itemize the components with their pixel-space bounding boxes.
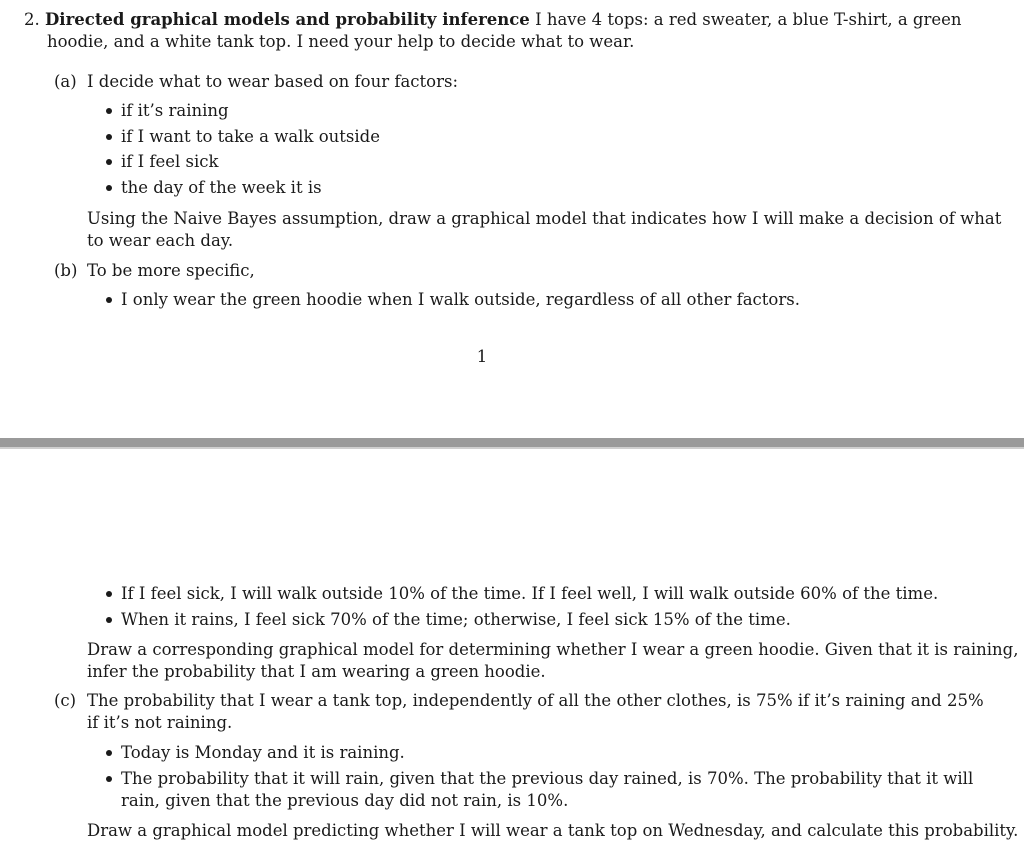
bullet-dot — [106, 750, 112, 756]
part-b-text-line2: infer the probability that I am wearing a green hoodie. — [87, 662, 546, 681]
page-break-divider-shadow — [0, 447, 1024, 449]
part-c-bullet-2-line1: The probability that it will rain, given that the previous day rained, is 70%. The probability that it will — [121, 769, 974, 788]
bullet-dot — [106, 617, 112, 623]
bullet-dot — [106, 776, 112, 782]
part-b-text-line1: Draw a corresponding graphical model for determining whether I wear a green hoodie. Given that it is raining, — [87, 640, 1019, 659]
problem-intro-line2: hoodie, and a white tank top. I need your help to decide what to wear. — [47, 32, 635, 51]
bullet-dot — [106, 591, 112, 597]
part-a-label: (a) — [54, 72, 77, 91]
bullet-dot — [106, 297, 112, 303]
part-b-lead: To be more specific, — [87, 261, 255, 280]
problem-heading — [24, 9, 962, 31]
page-number: 1 — [476, 347, 488, 366]
bullet-dot — [106, 134, 112, 140]
part-b-label: (b) — [54, 261, 78, 280]
part-b-bullet-3: When it rains, I feel sick 70% of the time; otherwise, I feel sick 15% of the time. — [121, 610, 791, 629]
part-c-bullet-2-line2: rain, given that the previous day did not rain, is 10%. — [121, 791, 569, 810]
part-a-text-line1: Using the Naive Bayes assumption, draw a graphical model that indicates how I will make a decision of what — [87, 209, 1002, 228]
problem-title: Directed graphical models and probability inference — [45, 10, 530, 29]
part-a-bullet-4: the day of the week it is — [121, 178, 322, 197]
problem-intro-line1: I have 4 tops: a red sweater, a blue T-shirt, a green — [535, 10, 962, 29]
part-b-bullet-2: If I feel sick, I will walk outside 10% of the time. If I feel well, I will walk outside 60% of the time. — [121, 584, 939, 603]
part-b-bullet-1: I only wear the green hoodie when I walk outside, regardless of all other factors. — [121, 290, 800, 309]
part-a-bullet-3: if I feel sick — [121, 152, 219, 171]
part-a-text-line2: to wear each day. — [87, 231, 234, 250]
part-c-label: (c) — [54, 691, 77, 710]
part-c-text: Draw a graphical model predicting whether I will wear a tank top on Wednesday, and calculate this probability. — [87, 821, 1019, 840]
bullet-dot — [106, 108, 112, 114]
page-break-divider — [0, 438, 1024, 447]
part-a-lead: I decide what to wear based on four factors: — [87, 72, 459, 91]
part-c-bullet-1: Today is Monday and it is raining. — [121, 743, 405, 762]
problem-number: 2. — [24, 10, 40, 29]
part-a-bullet-1: if it’s raining — [121, 101, 229, 120]
part-a-bullet-2: if I want to take a walk outside — [121, 127, 380, 146]
bullet-dot — [106, 185, 112, 191]
bullet-dot — [106, 159, 112, 165]
part-c-lead-line1: The probability that I wear a tank top, independently of all the other clothes, is 75% if it’s raining and 25% — [87, 691, 984, 710]
part-c-lead-line2: if it’s not raining. — [87, 713, 233, 732]
